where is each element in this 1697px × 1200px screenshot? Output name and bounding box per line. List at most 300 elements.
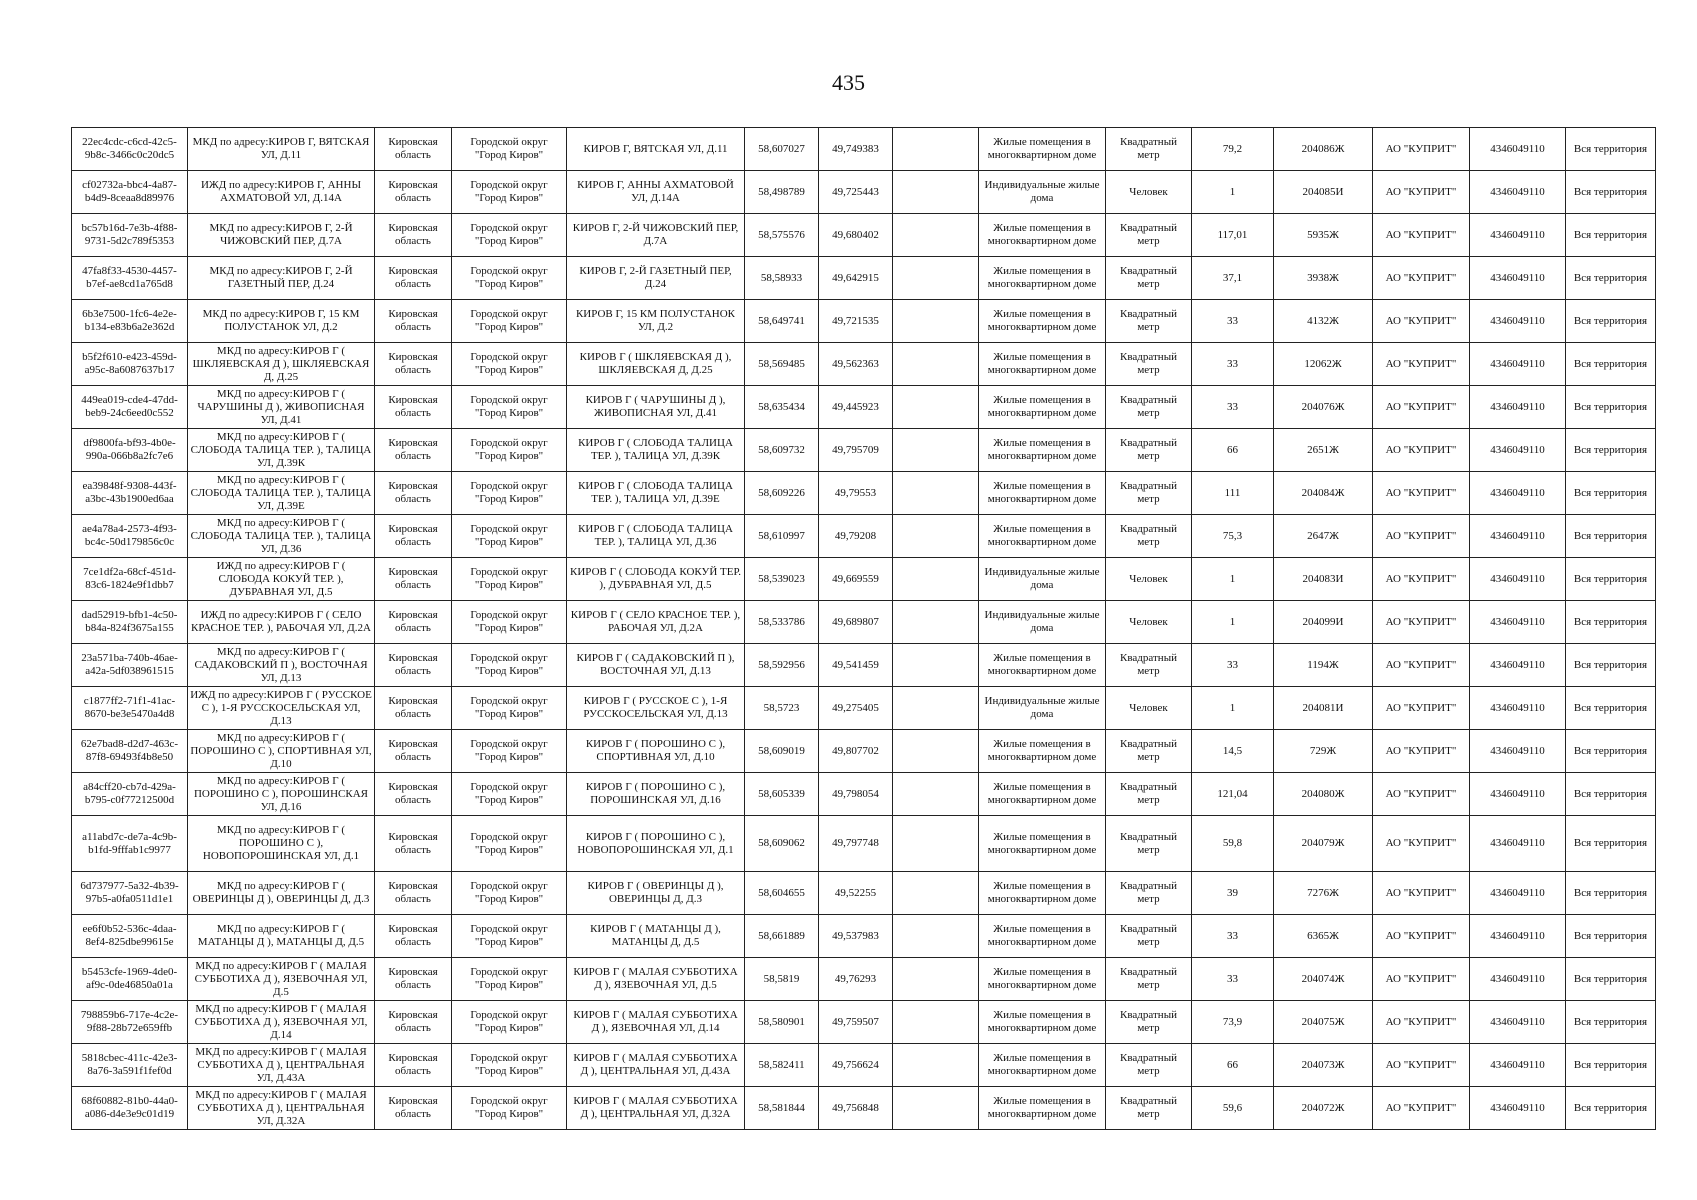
cell-operator: АО "КУПРИТ" bbox=[1373, 644, 1470, 687]
cell-territory: Вся территория bbox=[1566, 1087, 1656, 1130]
cell-account-number: 204076Ж bbox=[1274, 386, 1373, 429]
cell-quantity: 1 bbox=[1192, 687, 1274, 730]
cell-quantity: 33 bbox=[1192, 386, 1274, 429]
cell-account-number: 204083И bbox=[1274, 558, 1373, 601]
cell-operator: АО "КУПРИТ" bbox=[1373, 730, 1470, 773]
cell-inn: 4346049110 bbox=[1470, 644, 1566, 687]
cell-quantity: 33 bbox=[1192, 644, 1274, 687]
cell-empty-column bbox=[893, 257, 979, 300]
cell-region: Кировская область bbox=[375, 816, 452, 872]
cell-inn: 4346049110 bbox=[1470, 214, 1566, 257]
cell-territory: Вся территория bbox=[1566, 429, 1656, 472]
cell-inn: 4346049110 bbox=[1470, 300, 1566, 343]
cell-municipality: Городской округ "Город Киров" bbox=[452, 687, 567, 730]
cell-empty-column bbox=[893, 343, 979, 386]
cell-category: Жилые помещения в многоквартирном доме bbox=[979, 429, 1106, 472]
cell-object-id: 5818cbec-411c-42e3-8a76-3a591f1fef0d bbox=[72, 1044, 188, 1087]
cell-object-name: МКД по адресу:КИРОВ Г ( МАТАНЦЫ Д ), МАТАНЦЫ Д, Д.5 bbox=[188, 915, 375, 958]
cell-empty-column bbox=[893, 558, 979, 601]
cell-account-number: 204084Ж bbox=[1274, 472, 1373, 515]
table-row bbox=[72, 472, 1656, 515]
table-row bbox=[72, 1087, 1656, 1130]
cell-quantity: 73,9 bbox=[1192, 1001, 1274, 1044]
cell-object-id: 449ea019-cde4-47dd-beb9-24c6eed0c552 bbox=[72, 386, 188, 429]
cell-address: КИРОВ Г ( РУССКОЕ С ), 1-Я РУССКОСЕЛЬСКАЯ УЛ, Д.13 bbox=[567, 687, 745, 730]
cell-inn: 4346049110 bbox=[1470, 601, 1566, 644]
cell-object-id: df9800fa-bf93-4b0e-990a-066b8a2fc7e6 bbox=[72, 429, 188, 472]
cell-inn: 4346049110 bbox=[1470, 915, 1566, 958]
cell-category: Жилые помещения в многоквартирном доме bbox=[979, 472, 1106, 515]
table-row bbox=[72, 687, 1656, 730]
cell-operator: АО "КУПРИТ" bbox=[1373, 300, 1470, 343]
cell-object-name: МКД по адресу:КИРОВ Г ( ПОРОШИНО С ), ПОРОШИНСКАЯ УЛ, Д.16 bbox=[188, 773, 375, 816]
cell-address: КИРОВ Г ( САДАКОВСКИЙ П ), ВОСТОЧНАЯ УЛ, Д.13 bbox=[567, 644, 745, 687]
cell-longitude: 49,669559 bbox=[819, 558, 893, 601]
cell-longitude: 49,642915 bbox=[819, 257, 893, 300]
cell-object-name: МКД по адресу:КИРОВ Г, 2-Й ЧИЖОВСКИЙ ПЕР, Д.7А bbox=[188, 214, 375, 257]
cell-territory: Вся территория bbox=[1566, 386, 1656, 429]
cell-object-name: МКД по адресу:КИРОВ Г ( ПОРОШИНО С ), НОВОПОРОШИНСКАЯ УЛ, Д.1 bbox=[188, 816, 375, 872]
cell-longitude: 49,797748 bbox=[819, 816, 893, 872]
cell-longitude: 49,759507 bbox=[819, 1001, 893, 1044]
cell-inn: 4346049110 bbox=[1470, 1044, 1566, 1087]
cell-account-number: 7276Ж bbox=[1274, 872, 1373, 915]
cell-municipality: Городской округ "Город Киров" bbox=[452, 1044, 567, 1087]
cell-municipality: Городской округ "Город Киров" bbox=[452, 300, 567, 343]
table-row bbox=[72, 1001, 1656, 1044]
cell-operator: АО "КУПРИТ" bbox=[1373, 687, 1470, 730]
cell-object-id: dad52919-bfb1-4c50-b84a-824f3675a155 bbox=[72, 601, 188, 644]
cell-municipality: Городской округ "Город Киров" bbox=[452, 915, 567, 958]
cell-operator: АО "КУПРИТ" bbox=[1373, 558, 1470, 601]
table-body bbox=[72, 128, 1656, 1130]
cell-address: КИРОВ Г ( МАЛАЯ СУББОТИХА Д ), ЦЕНТРАЛЬНАЯ УЛ, Д.43А bbox=[567, 1044, 745, 1087]
cell-object-name: МКД по адресу:КИРОВ Г ( САДАКОВСКИЙ П ), ВОСТОЧНАЯ УЛ, Д.13 bbox=[188, 644, 375, 687]
cell-latitude: 58,575576 bbox=[745, 214, 819, 257]
cell-region: Кировская область bbox=[375, 300, 452, 343]
cell-territory: Вся территория bbox=[1566, 773, 1656, 816]
cell-region: Кировская область bbox=[375, 915, 452, 958]
cell-object-name: МКД по адресу:КИРОВ Г ( МАЛАЯ СУББОТИХА Д ), ЦЕНТРАЛЬНАЯ УЛ, Д.32А bbox=[188, 1087, 375, 1130]
cell-object-name: МКД по адресу:КИРОВ Г ( ШКЛЯЕВСКАЯ Д ), ШКЛЯЕВСКАЯ Д, Д.25 bbox=[188, 343, 375, 386]
cell-address: КИРОВ Г, 15 КМ ПОЛУСТАНОК УЛ, Д.2 bbox=[567, 300, 745, 343]
cell-region: Кировская область bbox=[375, 128, 452, 171]
cell-latitude: 58,533786 bbox=[745, 601, 819, 644]
cell-quantity: 59,8 bbox=[1192, 816, 1274, 872]
cell-operator: АО "КУПРИТ" bbox=[1373, 601, 1470, 644]
cell-longitude: 49,275405 bbox=[819, 687, 893, 730]
cell-quantity: 75,3 bbox=[1192, 515, 1274, 558]
cell-municipality: Городской округ "Город Киров" bbox=[452, 429, 567, 472]
cell-address: КИРОВ Г ( ЧАРУШИНЫ Д ), ЖИВОПИСНАЯ УЛ, Д.41 bbox=[567, 386, 745, 429]
cell-address: КИРОВ Г, 2-Й ЧИЖОВСКИЙ ПЕР, Д.7А bbox=[567, 214, 745, 257]
cell-region: Кировская область bbox=[375, 687, 452, 730]
cell-longitude: 49,756848 bbox=[819, 1087, 893, 1130]
cell-latitude: 58,609019 bbox=[745, 730, 819, 773]
cell-longitude: 49,445923 bbox=[819, 386, 893, 429]
cell-object-name: МКД по адресу:КИРОВ Г ( МАЛАЯ СУББОТИХА Д ), ЦЕНТРАЛЬНАЯ УЛ, Д.43А bbox=[188, 1044, 375, 1087]
cell-quantity: 1 bbox=[1192, 171, 1274, 214]
cell-empty-column bbox=[893, 915, 979, 958]
cell-address: КИРОВ Г ( МАТАНЦЫ Д ), МАТАНЦЫ Д, Д.5 bbox=[567, 915, 745, 958]
cell-longitude: 49,689807 bbox=[819, 601, 893, 644]
cell-operator: АО "КУПРИТ" bbox=[1373, 773, 1470, 816]
cell-region: Кировская область bbox=[375, 214, 452, 257]
cell-latitude: 58,609732 bbox=[745, 429, 819, 472]
cell-longitude: 49,541459 bbox=[819, 644, 893, 687]
cell-latitude: 58,610997 bbox=[745, 515, 819, 558]
cell-latitude: 58,580901 bbox=[745, 1001, 819, 1044]
cell-latitude: 58,649741 bbox=[745, 300, 819, 343]
cell-latitude: 58,609062 bbox=[745, 816, 819, 872]
cell-quantity: 33 bbox=[1192, 300, 1274, 343]
cell-latitude: 58,569485 bbox=[745, 343, 819, 386]
cell-operator: АО "КУПРИТ" bbox=[1373, 343, 1470, 386]
cell-unit: Квадратный метр bbox=[1106, 816, 1192, 872]
cell-category: Индивидуальные жилые дома bbox=[979, 601, 1106, 644]
cell-address: КИРОВ Г, ВЯТСКАЯ УЛ, Д.11 bbox=[567, 128, 745, 171]
table-row bbox=[72, 915, 1656, 958]
cell-empty-column bbox=[893, 601, 979, 644]
table-row bbox=[72, 515, 1656, 558]
cell-object-name: МКД по адресу:КИРОВ Г, ВЯТСКАЯ УЛ, Д.11 bbox=[188, 128, 375, 171]
cell-municipality: Городской округ "Город Киров" bbox=[452, 1087, 567, 1130]
cell-object-id: a11abd7c-de7a-4c9b-b1fd-9fffab1c9977 bbox=[72, 816, 188, 872]
cell-latitude: 58,661889 bbox=[745, 915, 819, 958]
cell-longitude: 49,807702 bbox=[819, 730, 893, 773]
cell-region: Кировская область bbox=[375, 472, 452, 515]
cell-operator: АО "КУПРИТ" bbox=[1373, 515, 1470, 558]
cell-category: Жилые помещения в многоквартирном доме bbox=[979, 1044, 1106, 1087]
cell-address: КИРОВ Г ( ПОРОШИНО С ), НОВОПОРОШИНСКАЯ УЛ, Д.1 bbox=[567, 816, 745, 872]
cell-region: Кировская область bbox=[375, 1044, 452, 1087]
cell-address: КИРОВ Г ( ПОРОШИНО С ), ПОРОШИНСКАЯ УЛ, Д.16 bbox=[567, 773, 745, 816]
table-row bbox=[72, 558, 1656, 601]
cell-territory: Вся территория bbox=[1566, 816, 1656, 872]
cell-inn: 4346049110 bbox=[1470, 687, 1566, 730]
cell-object-name: МКД по адресу:КИРОВ Г ( СЛОБОДА ТАЛИЦА ТЕР. ), ТАЛИЦА УЛ, Д.36 bbox=[188, 515, 375, 558]
cell-territory: Вся территория bbox=[1566, 128, 1656, 171]
cell-address: КИРОВ Г ( СЛОБОДА ТАЛИЦА ТЕР. ), ТАЛИЦА УЛ, Д.36 bbox=[567, 515, 745, 558]
cell-latitude: 58,498789 bbox=[745, 171, 819, 214]
cell-unit: Квадратный метр bbox=[1106, 386, 1192, 429]
cell-inn: 4346049110 bbox=[1470, 515, 1566, 558]
cell-quantity: 33 bbox=[1192, 958, 1274, 1001]
cell-operator: АО "КУПРИТ" bbox=[1373, 1044, 1470, 1087]
cell-territory: Вся территория bbox=[1566, 171, 1656, 214]
cell-category: Жилые помещения в многоквартирном доме bbox=[979, 1087, 1106, 1130]
cell-account-number: 204081И bbox=[1274, 687, 1373, 730]
cell-municipality: Городской округ "Город Киров" bbox=[452, 558, 567, 601]
cell-inn: 4346049110 bbox=[1470, 343, 1566, 386]
cell-object-id: cf02732a-bbc4-4a87-b4d9-8ceaa8d89976 bbox=[72, 171, 188, 214]
cell-object-name: МКД по адресу:КИРОВ Г ( СЛОБОДА ТАЛИЦА ТЕР. ), ТАЛИЦА УЛ, Д.39Е bbox=[188, 472, 375, 515]
cell-object-name: МКД по адресу:КИРОВ Г ( МАЛАЯ СУББОТИХА Д ), ЯЗЕВОЧНАЯ УЛ, Д.14 bbox=[188, 1001, 375, 1044]
cell-region: Кировская область bbox=[375, 558, 452, 601]
cell-unit: Квадратный метр bbox=[1106, 300, 1192, 343]
cell-municipality: Городской округ "Город Киров" bbox=[452, 872, 567, 915]
cell-quantity: 79,2 bbox=[1192, 128, 1274, 171]
cell-category: Жилые помещения в многоквартирном доме bbox=[979, 515, 1106, 558]
cell-object-id: ee6f0b52-536c-4daa-8ef4-825dbe99615e bbox=[72, 915, 188, 958]
cell-municipality: Городской округ "Город Киров" bbox=[452, 515, 567, 558]
table-row bbox=[72, 386, 1656, 429]
cell-latitude: 58,5819 bbox=[745, 958, 819, 1001]
table-row bbox=[72, 257, 1656, 300]
table-row bbox=[72, 171, 1656, 214]
cell-object-name: МКД по адресу:КИРОВ Г ( МАЛАЯ СУББОТИХА Д ), ЯЗЕВОЧНАЯ УЛ, Д.5 bbox=[188, 958, 375, 1001]
cell-empty-column bbox=[893, 958, 979, 1001]
cell-object-id: bc57b16d-7e3b-4f88-9731-5d2c789f5353 bbox=[72, 214, 188, 257]
cell-longitude: 49,79208 bbox=[819, 515, 893, 558]
cell-quantity: 1 bbox=[1192, 601, 1274, 644]
cell-address: КИРОВ Г, АННЫ АХМАТОВОЙ УЛ, Д.14А bbox=[567, 171, 745, 214]
cell-territory: Вся территория bbox=[1566, 515, 1656, 558]
cell-municipality: Городской округ "Город Киров" bbox=[452, 1001, 567, 1044]
cell-account-number: 204075Ж bbox=[1274, 1001, 1373, 1044]
cell-municipality: Городской округ "Город Киров" bbox=[452, 472, 567, 515]
cell-category: Жилые помещения в многоквартирном доме bbox=[979, 730, 1106, 773]
cell-object-id: 798859b6-717e-4c2e-9f88-28b72e659ffb bbox=[72, 1001, 188, 1044]
cell-quantity: 66 bbox=[1192, 1044, 1274, 1087]
cell-account-number: 204080Ж bbox=[1274, 773, 1373, 816]
cell-empty-column bbox=[893, 816, 979, 872]
cell-municipality: Городской округ "Город Киров" bbox=[452, 343, 567, 386]
cell-quantity: 111 bbox=[1192, 472, 1274, 515]
cell-object-name: МКД по адресу:КИРОВ Г ( СЛОБОДА ТАЛИЦА ТЕР. ), ТАЛИЦА УЛ, Д.39К bbox=[188, 429, 375, 472]
cell-empty-column bbox=[893, 386, 979, 429]
cell-latitude: 58,609226 bbox=[745, 472, 819, 515]
cell-longitude: 49,721535 bbox=[819, 300, 893, 343]
cell-latitude: 58,582411 bbox=[745, 1044, 819, 1087]
cell-unit: Человек bbox=[1106, 171, 1192, 214]
cell-territory: Вся территория bbox=[1566, 300, 1656, 343]
cell-inn: 4346049110 bbox=[1470, 773, 1566, 816]
table-row bbox=[72, 644, 1656, 687]
cell-object-id: 6d737977-5a32-4b39-97b5-a0fa0511d1e1 bbox=[72, 872, 188, 915]
cell-operator: АО "КУПРИТ" bbox=[1373, 872, 1470, 915]
cell-unit: Квадратный метр bbox=[1106, 128, 1192, 171]
cell-category: Жилые помещения в многоквартирном доме bbox=[979, 343, 1106, 386]
cell-inn: 4346049110 bbox=[1470, 171, 1566, 214]
cell-object-id: a84cff20-cb7d-429a-b795-c0f77212500d bbox=[72, 773, 188, 816]
table-row bbox=[72, 958, 1656, 1001]
table-row bbox=[72, 214, 1656, 257]
cell-category: Жилые помещения в многоквартирном доме bbox=[979, 386, 1106, 429]
cell-territory: Вся территория bbox=[1566, 1044, 1656, 1087]
cell-object-id: b5f2f610-e423-459d-a95c-8a6087637b17 bbox=[72, 343, 188, 386]
cell-empty-column bbox=[893, 1044, 979, 1087]
cell-quantity: 33 bbox=[1192, 915, 1274, 958]
cell-unit: Квадратный метр bbox=[1106, 1001, 1192, 1044]
cell-account-number: 204086Ж bbox=[1274, 128, 1373, 171]
cell-operator: АО "КУПРИТ" bbox=[1373, 214, 1470, 257]
cell-address: КИРОВ Г ( ОВЕРИНЦЫ Д ), ОВЕРИНЦЫ Д, Д.3 bbox=[567, 872, 745, 915]
cell-region: Кировская область bbox=[375, 730, 452, 773]
cell-account-number: 729Ж bbox=[1274, 730, 1373, 773]
cell-quantity: 33 bbox=[1192, 343, 1274, 386]
cell-object-id: c1877ff2-71f1-41ac-8670-be3e5470a4d8 bbox=[72, 687, 188, 730]
cell-municipality: Городской округ "Город Киров" bbox=[452, 214, 567, 257]
table-row bbox=[72, 343, 1656, 386]
cell-latitude: 58,605339 bbox=[745, 773, 819, 816]
cell-unit: Квадратный метр bbox=[1106, 915, 1192, 958]
cell-address: КИРОВ Г ( МАЛАЯ СУББОТИХА Д ), ЯЗЕВОЧНАЯ УЛ, Д.5 bbox=[567, 958, 745, 1001]
cell-empty-column bbox=[893, 214, 979, 257]
cell-municipality: Городской округ "Город Киров" bbox=[452, 128, 567, 171]
cell-account-number: 1194Ж bbox=[1274, 644, 1373, 687]
cell-object-name: МКД по адресу:КИРОВ Г, 15 КМ ПОЛУСТАНОК УЛ, Д.2 bbox=[188, 300, 375, 343]
cell-operator: АО "КУПРИТ" bbox=[1373, 386, 1470, 429]
cell-latitude: 58,607027 bbox=[745, 128, 819, 171]
cell-unit: Человек bbox=[1106, 558, 1192, 601]
cell-municipality: Городской округ "Город Киров" bbox=[452, 730, 567, 773]
cell-longitude: 49,52255 bbox=[819, 872, 893, 915]
cell-latitude: 58,604655 bbox=[745, 872, 819, 915]
cell-empty-column bbox=[893, 872, 979, 915]
cell-quantity: 59,6 bbox=[1192, 1087, 1274, 1130]
cell-empty-column bbox=[893, 687, 979, 730]
cell-region: Кировская область bbox=[375, 1001, 452, 1044]
cell-latitude: 58,5723 bbox=[745, 687, 819, 730]
cell-category: Индивидуальные жилые дома bbox=[979, 687, 1106, 730]
cell-unit: Квадратный метр bbox=[1106, 214, 1192, 257]
cell-category: Жилые помещения в многоквартирном доме bbox=[979, 300, 1106, 343]
cell-object-id: ae4a78a4-2573-4f93-bc4c-50d179856c0c bbox=[72, 515, 188, 558]
cell-category: Жилые помещения в многоквартирном доме bbox=[979, 773, 1106, 816]
cell-quantity: 1 bbox=[1192, 558, 1274, 601]
cell-category: Жилые помещения в многоквартирном доме bbox=[979, 816, 1106, 872]
cell-territory: Вся территория bbox=[1566, 343, 1656, 386]
cell-inn: 4346049110 bbox=[1470, 558, 1566, 601]
cell-unit: Квадратный метр bbox=[1106, 1087, 1192, 1130]
cell-region: Кировская область bbox=[375, 644, 452, 687]
cell-inn: 4346049110 bbox=[1470, 386, 1566, 429]
page-number: 435 bbox=[832, 70, 865, 95]
cell-address: КИРОВ Г, 2-Й ГАЗЕТНЫЙ ПЕР, Д.24 bbox=[567, 257, 745, 300]
cell-object-name: МКД по адресу:КИРОВ Г ( ЧАРУШИНЫ Д ), ЖИВОПИСНАЯ УЛ, Д.41 bbox=[188, 386, 375, 429]
cell-operator: АО "КУПРИТ" bbox=[1373, 472, 1470, 515]
cell-object-id: 68f60882-81b0-44a0-a086-d4e3e9c01d19 bbox=[72, 1087, 188, 1130]
cell-category: Жилые помещения в многоквартирном доме bbox=[979, 644, 1106, 687]
cell-longitude: 49,795709 bbox=[819, 429, 893, 472]
cell-object-name: ИЖД по адресу:КИРОВ Г ( СЛОБОДА КОКУЙ ТЕР. ), ДУБРАВНАЯ УЛ, Д.5 bbox=[188, 558, 375, 601]
cell-empty-column bbox=[893, 1001, 979, 1044]
cell-longitude: 49,749383 bbox=[819, 128, 893, 171]
cell-unit: Квадратный метр bbox=[1106, 1044, 1192, 1087]
cell-unit: Квадратный метр bbox=[1106, 472, 1192, 515]
table-row bbox=[72, 730, 1656, 773]
cell-inn: 4346049110 bbox=[1470, 1087, 1566, 1130]
cell-account-number: 204085И bbox=[1274, 171, 1373, 214]
cell-operator: АО "КУПРИТ" bbox=[1373, 958, 1470, 1001]
cell-quantity: 39 bbox=[1192, 872, 1274, 915]
cell-object-id: 22ec4cdc-c6cd-42c5-9b8c-3466c0c20dc5 bbox=[72, 128, 188, 171]
cell-operator: АО "КУПРИТ" bbox=[1373, 128, 1470, 171]
cell-object-id: 62e7bad8-d2d7-463c-87f8-69493f4b8e50 bbox=[72, 730, 188, 773]
table-row bbox=[72, 128, 1656, 171]
cell-category: Жилые помещения в многоквартирном доме bbox=[979, 872, 1106, 915]
cell-region: Кировская область bbox=[375, 515, 452, 558]
cell-account-number: 4132Ж bbox=[1274, 300, 1373, 343]
cell-empty-column bbox=[893, 1087, 979, 1130]
cell-longitude: 49,537983 bbox=[819, 915, 893, 958]
cell-account-number: 12062Ж bbox=[1274, 343, 1373, 386]
cell-account-number: 204099И bbox=[1274, 601, 1373, 644]
cell-operator: АО "КУПРИТ" bbox=[1373, 171, 1470, 214]
cell-territory: Вся территория bbox=[1566, 687, 1656, 730]
table-row bbox=[72, 1044, 1656, 1087]
cell-region: Кировская область bbox=[375, 601, 452, 644]
cell-empty-column bbox=[893, 730, 979, 773]
cell-territory: Вся территория bbox=[1566, 958, 1656, 1001]
cell-unit: Квадратный метр bbox=[1106, 515, 1192, 558]
cell-latitude: 58,635434 bbox=[745, 386, 819, 429]
cell-region: Кировская область bbox=[375, 429, 452, 472]
cell-quantity: 121,04 bbox=[1192, 773, 1274, 816]
cell-region: Кировская область bbox=[375, 1087, 452, 1130]
cell-quantity: 37,1 bbox=[1192, 257, 1274, 300]
cell-account-number: 2647Ж bbox=[1274, 515, 1373, 558]
cell-latitude: 58,539023 bbox=[745, 558, 819, 601]
table-row bbox=[72, 872, 1656, 915]
cell-object-id: 6b3e7500-1fc6-4e2e-b134-e83b6a2e362d bbox=[72, 300, 188, 343]
cell-quantity: 14,5 bbox=[1192, 730, 1274, 773]
table-row bbox=[72, 300, 1656, 343]
cell-object-name: ИЖД по адресу:КИРОВ Г ( РУССКОЕ С ), 1-Я РУССКОСЕЛЬСКАЯ УЛ, Д.13 bbox=[188, 687, 375, 730]
cell-inn: 4346049110 bbox=[1470, 257, 1566, 300]
cell-object-name: МКД по адресу:КИРОВ Г ( ПОРОШИНО С ), СПОРТИВНАЯ УЛ, Д.10 bbox=[188, 730, 375, 773]
cell-address: КИРОВ Г ( СЛОБОДА ТАЛИЦА ТЕР. ), ТАЛИЦА УЛ, Д.39К bbox=[567, 429, 745, 472]
cell-address: КИРОВ Г ( СЕЛО КРАСНОЕ ТЕР. ), РАБОЧАЯ УЛ, Д.2А bbox=[567, 601, 745, 644]
cell-operator: АО "КУПРИТ" bbox=[1373, 257, 1470, 300]
cell-object-id: b5453cfe-1969-4de0-af9c-0de46850a01a bbox=[72, 958, 188, 1001]
cell-inn: 4346049110 bbox=[1470, 816, 1566, 872]
cell-empty-column bbox=[893, 300, 979, 343]
cell-territory: Вся территория bbox=[1566, 1001, 1656, 1044]
cell-operator: АО "КУПРИТ" bbox=[1373, 1087, 1470, 1130]
cell-category: Жилые помещения в многоквартирном доме bbox=[979, 1001, 1106, 1044]
cell-unit: Квадратный метр bbox=[1106, 429, 1192, 472]
cell-territory: Вся территория bbox=[1566, 644, 1656, 687]
cell-category: Индивидуальные жилые дома bbox=[979, 558, 1106, 601]
cell-municipality: Городской округ "Город Киров" bbox=[452, 816, 567, 872]
cell-category: Жилые помещения в многоквартирном доме bbox=[979, 214, 1106, 257]
table-row bbox=[72, 773, 1656, 816]
cell-unit: Квадратный метр bbox=[1106, 958, 1192, 1001]
cell-quantity: 66 bbox=[1192, 429, 1274, 472]
cell-municipality: Городской округ "Город Киров" bbox=[452, 773, 567, 816]
cell-inn: 4346049110 bbox=[1470, 958, 1566, 1001]
table-row bbox=[72, 816, 1656, 872]
cell-quantity: 117,01 bbox=[1192, 214, 1274, 257]
cell-account-number: 204072Ж bbox=[1274, 1087, 1373, 1130]
cell-unit: Квадратный метр bbox=[1106, 644, 1192, 687]
cell-object-name: МКД по адресу:КИРОВ Г ( ОВЕРИНЦЫ Д ), ОВЕРИНЦЫ Д, Д.3 bbox=[188, 872, 375, 915]
cell-latitude: 58,592956 bbox=[745, 644, 819, 687]
cell-region: Кировская область bbox=[375, 386, 452, 429]
cell-municipality: Городской округ "Город Киров" bbox=[452, 644, 567, 687]
cell-region: Кировская область bbox=[375, 171, 452, 214]
cell-object-id: 23a571ba-740b-46ae-a42a-5df038961515 bbox=[72, 644, 188, 687]
cell-address: КИРОВ Г ( МАЛАЯ СУББОТИХА Д ), ЦЕНТРАЛЬНАЯ УЛ, Д.32А bbox=[567, 1087, 745, 1130]
cell-account-number: 3938Ж bbox=[1274, 257, 1373, 300]
cell-category: Жилые помещения в многоквартирном доме bbox=[979, 257, 1106, 300]
cell-longitude: 49,562363 bbox=[819, 343, 893, 386]
cell-unit: Квадратный метр bbox=[1106, 730, 1192, 773]
cell-object-id: 7ce1df2a-68cf-451d-83c6-1824e9f1dbb7 bbox=[72, 558, 188, 601]
cell-municipality: Городской округ "Город Киров" bbox=[452, 257, 567, 300]
